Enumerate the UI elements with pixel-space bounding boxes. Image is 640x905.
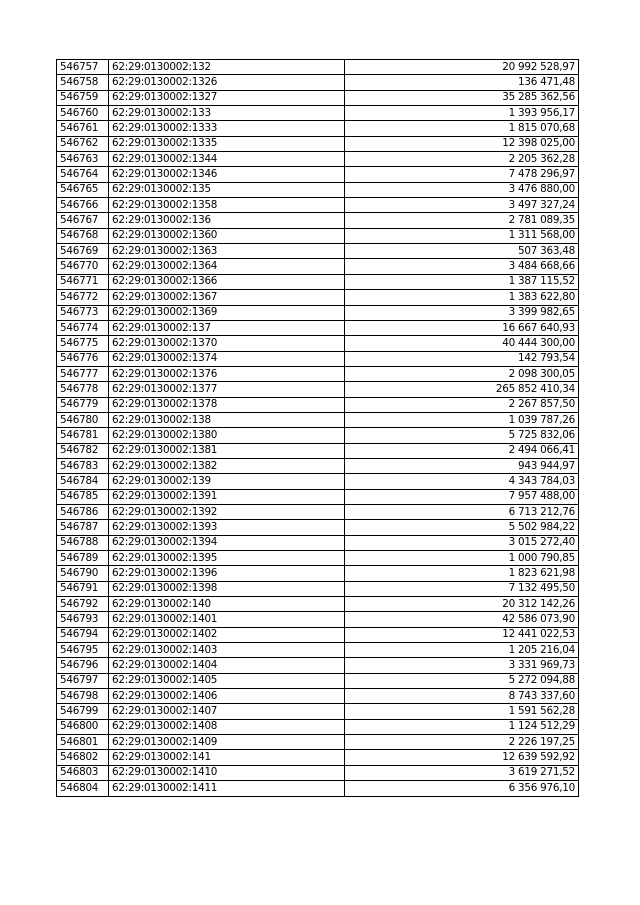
table-row	[57, 106, 579, 121]
row-number-cell: 546786	[57, 504, 109, 519]
cadastral-number-cell: 62:29:0130002:1410	[109, 765, 345, 780]
cadastral-number-cell: 62:29:0130002:1401	[109, 612, 345, 627]
cadastral-value-cell: 1 823 621,98	[345, 566, 579, 581]
table-row	[57, 382, 579, 397]
cadastral-value-cell: 943 944,97	[345, 458, 579, 473]
cadastral-number-cell: 62:29:0130002:1344	[109, 152, 345, 167]
row-number-cell: 546763	[57, 152, 109, 167]
row-number-cell: 546795	[57, 643, 109, 658]
table-row	[57, 259, 579, 274]
row-number-cell: 546781	[57, 428, 109, 443]
cadastral-number-cell: 62:29:0130002:132	[109, 60, 345, 75]
cadastral-value-cell: 4 343 784,03	[345, 474, 579, 489]
cadastral-number-cell: 62:29:0130002:1335	[109, 136, 345, 151]
cadastral-value-cell: 5 272 094,88	[345, 673, 579, 688]
row-number-cell: 546792	[57, 597, 109, 612]
table-row	[57, 60, 579, 75]
cadastral-number-cell: 62:29:0130002:1367	[109, 290, 345, 305]
row-number-cell: 546777	[57, 366, 109, 381]
cadastral-value-cell: 1 311 568,00	[345, 228, 579, 243]
cadastral-value-cell: 265 852 410,34	[345, 382, 579, 397]
cadastral-number-cell: 62:29:0130002:1346	[109, 167, 345, 182]
cadastral-number-cell: 62:29:0130002:135	[109, 182, 345, 197]
cadastral-value-cell: 3 619 271,52	[345, 765, 579, 780]
cadastral-number-cell: 62:29:0130002:1408	[109, 719, 345, 734]
table-row	[57, 765, 579, 780]
table-row	[57, 719, 579, 734]
row-number-cell: 546801	[57, 735, 109, 750]
cadastral-value-cell: 2 781 089,35	[345, 213, 579, 228]
cadastral-number-cell: 62:29:0130002:1360	[109, 228, 345, 243]
cadastral-value-cell: 7 132 495,50	[345, 581, 579, 596]
cadastral-number-cell: 62:29:0130002:1407	[109, 704, 345, 719]
cadastral-value-cell: 136 471,48	[345, 75, 579, 90]
cadastral-value-cell: 5 725 832,06	[345, 428, 579, 443]
row-number-cell: 546775	[57, 336, 109, 351]
row-number-cell: 546780	[57, 412, 109, 427]
cadastral-value-cell: 16 667 640,93	[345, 320, 579, 335]
row-number-cell: 546760	[57, 106, 109, 121]
cadastral-value-cell: 6 356 976,10	[345, 781, 579, 796]
cadastral-number-cell: 62:29:0130002:1392	[109, 504, 345, 519]
cadastral-number-cell: 62:29:0130002:1394	[109, 535, 345, 550]
row-number-cell: 546768	[57, 228, 109, 243]
row-number-cell: 546796	[57, 658, 109, 673]
cadastral-number-cell: 62:29:0130002:1364	[109, 259, 345, 274]
table-row	[57, 228, 579, 243]
cadastral-value-cell: 12 639 592,92	[345, 750, 579, 765]
cadastral-value-cell: 6 713 212,76	[345, 504, 579, 519]
table-row	[57, 366, 579, 381]
cadastral-value-cell: 3 399 982,65	[345, 305, 579, 320]
table-row	[57, 643, 579, 658]
cadastral-number-cell: 62:29:0130002:140	[109, 597, 345, 612]
table-row	[57, 750, 579, 765]
table-row	[57, 198, 579, 213]
cadastral-number-cell: 62:29:0130002:1370	[109, 336, 345, 351]
table-row	[57, 320, 579, 335]
row-number-cell: 546770	[57, 259, 109, 274]
cadastral-value-cell: 42 586 073,90	[345, 612, 579, 627]
cadastral-number-cell: 62:29:0130002:1363	[109, 244, 345, 259]
row-number-cell: 546764	[57, 167, 109, 182]
table-row	[57, 167, 579, 182]
table-row	[57, 90, 579, 105]
cadastral-value-cell: 1 383 622,80	[345, 290, 579, 305]
row-number-cell: 546790	[57, 566, 109, 581]
cadastral-number-cell: 62:29:0130002:1333	[109, 121, 345, 136]
cadastral-value-cell: 1 205 216,04	[345, 643, 579, 658]
row-number-cell: 546799	[57, 704, 109, 719]
table-row	[57, 213, 579, 228]
cadastral-value-cell: 20 312 142,26	[345, 597, 579, 612]
cadastral-value-cell: 2 205 362,28	[345, 152, 579, 167]
table-row	[57, 535, 579, 550]
cadastral-value-cell: 3 331 969,73	[345, 658, 579, 673]
cadastral-value-cell: 1 000 790,85	[345, 551, 579, 566]
row-number-cell: 546771	[57, 274, 109, 289]
cadastral-number-cell: 62:29:0130002:1398	[109, 581, 345, 596]
table-row	[57, 274, 579, 289]
cadastral-value-cell: 20 992 528,97	[345, 60, 579, 75]
table-row	[57, 412, 579, 427]
table-row	[57, 627, 579, 642]
table-row	[57, 290, 579, 305]
row-number-cell: 546766	[57, 198, 109, 213]
cadastral-value-cell: 35 285 362,56	[345, 90, 579, 105]
document-page	[56, 59, 579, 797]
row-number-cell: 546757	[57, 60, 109, 75]
table-row	[57, 520, 579, 535]
cadastral-number-cell: 62:29:0130002:1380	[109, 428, 345, 443]
row-number-cell: 546802	[57, 750, 109, 765]
cadastral-number-cell: 62:29:0130002:1377	[109, 382, 345, 397]
table-row	[57, 612, 579, 627]
cadastral-number-cell: 62:29:0130002:1382	[109, 458, 345, 473]
table-row	[57, 458, 579, 473]
table-row	[57, 704, 579, 719]
table-row	[57, 121, 579, 136]
row-number-cell: 546785	[57, 489, 109, 504]
cadastral-number-cell: 62:29:0130002:1366	[109, 274, 345, 289]
row-number-cell: 546789	[57, 551, 109, 566]
cadastral-value-cell: 142 793,54	[345, 351, 579, 366]
cadastral-number-cell: 62:29:0130002:1396	[109, 566, 345, 581]
cadastral-value-cell: 5 502 984,22	[345, 520, 579, 535]
cadastral-value-cell: 12 398 025,00	[345, 136, 579, 151]
cadastral-value-cell: 7 957 488,00	[345, 489, 579, 504]
row-number-cell: 546804	[57, 781, 109, 796]
table-row	[57, 182, 579, 197]
cadastral-number-cell: 62:29:0130002:1391	[109, 489, 345, 504]
cadastral-number-cell: 62:29:0130002:1376	[109, 366, 345, 381]
cadastral-number-cell: 62:29:0130002:1358	[109, 198, 345, 213]
cadastral-number-cell: 62:29:0130002:138	[109, 412, 345, 427]
cadastral-value-cell: 8 743 337,60	[345, 689, 579, 704]
table-row	[57, 244, 579, 259]
cadastral-number-cell: 62:29:0130002:1402	[109, 627, 345, 642]
row-number-cell: 546776	[57, 351, 109, 366]
row-number-cell: 546791	[57, 581, 109, 596]
cadastral-value-cell: 2 098 300,05	[345, 366, 579, 381]
cadastral-value-cell: 7 478 296,97	[345, 167, 579, 182]
cadastral-number-cell: 62:29:0130002:1381	[109, 443, 345, 458]
table-row	[57, 443, 579, 458]
table-row	[57, 566, 579, 581]
cadastral-value-cell: 2 226 197,25	[345, 735, 579, 750]
row-number-cell: 546774	[57, 320, 109, 335]
table-row	[57, 597, 579, 612]
cadastral-number-cell: 62:29:0130002:141	[109, 750, 345, 765]
table-row	[57, 75, 579, 90]
table-row	[57, 397, 579, 412]
cadastral-number-cell: 62:29:0130002:1406	[109, 689, 345, 704]
table-row	[57, 551, 579, 566]
row-number-cell: 546782	[57, 443, 109, 458]
table-body	[57, 60, 579, 797]
cadastral-number-cell: 62:29:0130002:133	[109, 106, 345, 121]
table-row	[57, 689, 579, 704]
row-number-cell: 546793	[57, 612, 109, 627]
cadastral-value-cell: 507 363,48	[345, 244, 579, 259]
table-row	[57, 673, 579, 688]
row-number-cell: 546779	[57, 397, 109, 412]
table-row	[57, 351, 579, 366]
row-number-cell: 546803	[57, 765, 109, 780]
cadastral-value-cell: 3 476 880,00	[345, 182, 579, 197]
cadastral-value-table	[56, 59, 579, 797]
row-number-cell: 546787	[57, 520, 109, 535]
cadastral-number-cell: 62:29:0130002:1393	[109, 520, 345, 535]
row-number-cell: 546798	[57, 689, 109, 704]
cadastral-number-cell: 62:29:0130002:1403	[109, 643, 345, 658]
cadastral-number-cell: 62:29:0130002:1411	[109, 781, 345, 796]
row-number-cell: 546759	[57, 90, 109, 105]
table-row	[57, 735, 579, 750]
table-row	[57, 474, 579, 489]
table-row	[57, 581, 579, 596]
cadastral-number-cell: 62:29:0130002:1405	[109, 673, 345, 688]
cadastral-value-cell: 1 393 956,17	[345, 106, 579, 121]
cadastral-number-cell: 62:29:0130002:137	[109, 320, 345, 335]
table-row	[57, 781, 579, 796]
row-number-cell: 546765	[57, 182, 109, 197]
table-row	[57, 336, 579, 351]
row-number-cell: 546758	[57, 75, 109, 90]
table-row	[57, 152, 579, 167]
row-number-cell: 546772	[57, 290, 109, 305]
row-number-cell: 546762	[57, 136, 109, 151]
cadastral-number-cell: 62:29:0130002:1374	[109, 351, 345, 366]
row-number-cell: 546761	[57, 121, 109, 136]
table-row	[57, 136, 579, 151]
row-number-cell: 546794	[57, 627, 109, 642]
cadastral-number-cell: 62:29:0130002:1327	[109, 90, 345, 105]
cadastral-value-cell: 1 039 787,26	[345, 412, 579, 427]
row-number-cell: 546769	[57, 244, 109, 259]
row-number-cell: 546797	[57, 673, 109, 688]
cadastral-number-cell: 62:29:0130002:1404	[109, 658, 345, 673]
row-number-cell: 546784	[57, 474, 109, 489]
cadastral-value-cell: 2 267 857,50	[345, 397, 579, 412]
cadastral-value-cell: 3 484 668,66	[345, 259, 579, 274]
cadastral-value-cell: 3 015 272,40	[345, 535, 579, 550]
cadastral-value-cell: 1 387 115,52	[345, 274, 579, 289]
cadastral-number-cell: 62:29:0130002:136	[109, 213, 345, 228]
row-number-cell: 546800	[57, 719, 109, 734]
table-row	[57, 489, 579, 504]
cadastral-number-cell: 62:29:0130002:1326	[109, 75, 345, 90]
row-number-cell: 546773	[57, 305, 109, 320]
row-number-cell: 546778	[57, 382, 109, 397]
table-row	[57, 305, 579, 320]
cadastral-number-cell: 62:29:0130002:1409	[109, 735, 345, 750]
cadastral-value-cell: 3 497 327,24	[345, 198, 579, 213]
cadastral-value-cell: 1 815 070,68	[345, 121, 579, 136]
table-row	[57, 658, 579, 673]
cadastral-number-cell: 62:29:0130002:1395	[109, 551, 345, 566]
cadastral-value-cell: 2 494 066,41	[345, 443, 579, 458]
row-number-cell: 546788	[57, 535, 109, 550]
cadastral-number-cell: 62:29:0130002:1369	[109, 305, 345, 320]
table-row	[57, 504, 579, 519]
cadastral-value-cell: 1 124 512,29	[345, 719, 579, 734]
cadastral-value-cell: 12 441 022,53	[345, 627, 579, 642]
cadastral-value-cell: 40 444 300,00	[345, 336, 579, 351]
cadastral-number-cell: 62:29:0130002:139	[109, 474, 345, 489]
cadastral-number-cell: 62:29:0130002:1378	[109, 397, 345, 412]
cadastral-value-cell: 1 591 562,28	[345, 704, 579, 719]
table-row	[57, 428, 579, 443]
row-number-cell: 546767	[57, 213, 109, 228]
row-number-cell: 546783	[57, 458, 109, 473]
